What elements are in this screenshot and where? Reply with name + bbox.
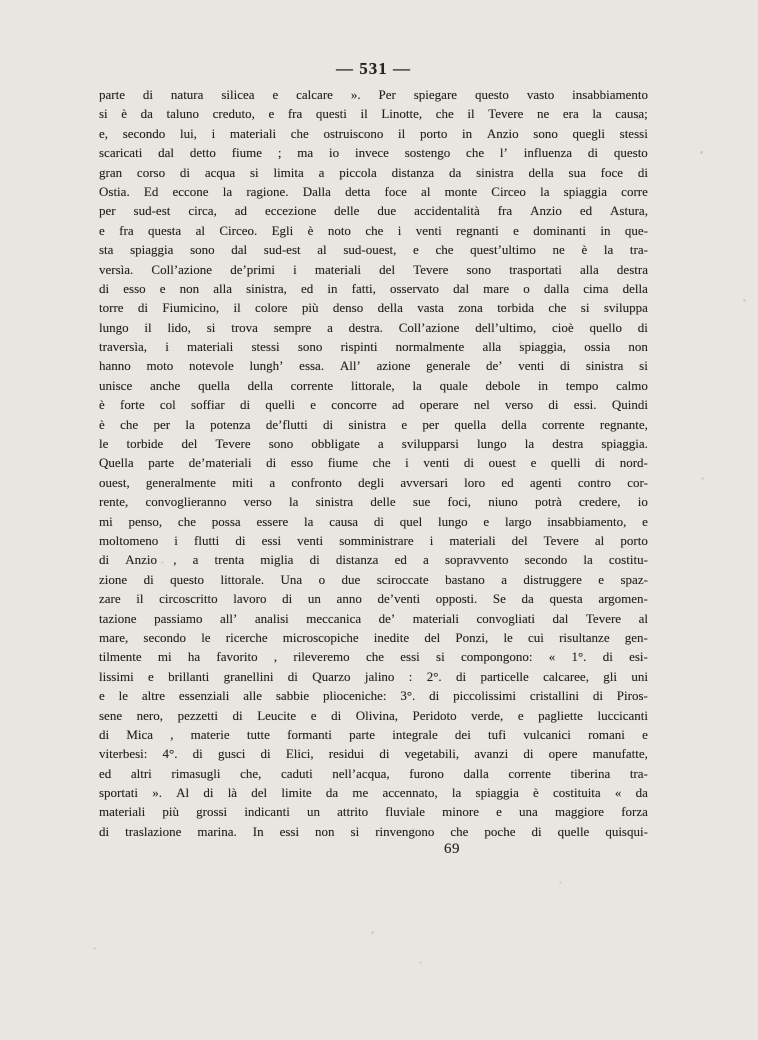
text-line: sene nero, pezzetti di Leucite e di Olivina, Peridoto verde, e pagliette luccicanti bbox=[99, 707, 648, 723]
text-line: hanno moto notevole lungh’ essa. All’ azione generale de’ venti di sinistra si bbox=[99, 358, 648, 374]
text-line: tazione passiamo all’ analisi meccanica de’ materiali convogliati dal Tevere al bbox=[99, 610, 648, 626]
text-line: è forte col soffiar di quelli e concorre ad operare nel verso di essi. Quindi bbox=[99, 397, 648, 413]
text-line: versìa. Coll’azione de’primi i materiali del Tevere sono trasportati alla destra bbox=[99, 261, 648, 277]
text-line: di Mica , materie tutte formanti parte integrale dei tufi vulcanici romani e bbox=[99, 726, 648, 742]
text-line: per sud-est circa, ad eccezione delle due accidentalità fra Anzio ed Astura, bbox=[99, 203, 648, 219]
text-line: lungo il lido, si trova sempre a destra. Coll’azione dell’ultimo, cioè quello di bbox=[99, 319, 648, 335]
text-line: Ostia. Ed eccone la ragione. Dalla detta foce al monte Circeo la spiaggia corre bbox=[99, 183, 648, 199]
text-line: gran corso di acqua si limita a piccola distanza da sinistra della sua foce di bbox=[99, 164, 648, 180]
text-line: unisce anche quella della corrente littorale, la quale debole in tempo calmo bbox=[99, 377, 648, 393]
text-line: rente, convoglieranno verso la sinistra delle sue foci, niuno potrà credere, io bbox=[99, 494, 648, 510]
scan-speckles bbox=[0, 0, 1, 1]
text-line: di traslazione marina. In essi non si rinvengono che poche di quelle quisqui- bbox=[99, 823, 648, 839]
text-line: sta spiaggia sono dal sud-est al sud-ouest, e che quest’ultimo ne è la tra- bbox=[99, 242, 648, 258]
signature-number: 69 bbox=[444, 841, 460, 857]
body-text bbox=[99, 85, 648, 841]
text-line: e le altre essenziali alle sabbie plioceniche: 3°. di piccolissimi cristallini di Piros- bbox=[99, 688, 648, 704]
text-line: zione di questo littorale. Una o due sciroccate bastano a distruggere e spaz- bbox=[99, 571, 648, 587]
text-line: Quella parte de’materiali di esso fiume che i venti di ouest e quelli di nord- bbox=[99, 455, 648, 471]
text-line: di Anzio , a trenta miglia di distanza ed a sopravvento secondo la costitu- bbox=[99, 552, 648, 568]
text-line: materiali più grossi indicanti un attrito fluviale minore e una maggiore forza bbox=[99, 804, 648, 820]
text-line: scaricati dal detto fiume ; ma io invece sostengo che l’ influenza di questo bbox=[99, 145, 648, 161]
text-line: è che per la potenza de’flutti di sinistra e per quella della corrente regnante, bbox=[99, 416, 648, 432]
text-line: lissimi e brillanti granellini di Quarzo jalino : 2°. di particelle calcaree, gli uni bbox=[99, 668, 648, 684]
text-line: e, secondo lui, i materiali che ostruiscono il porto in Anzio sono quegli stessi bbox=[99, 125, 648, 141]
text-line: tilmente mi ha favorito , rileveremo che essi si compongono: « 1°. di esi- bbox=[99, 649, 648, 665]
text-line: traversìa, i materiali stessi sono rispinti normalmente alla spiaggia, ossia non bbox=[99, 339, 648, 355]
text-line: viterbesi: 4°. di gusci di Elici, residui di vegetabili, avanzi di opere manufatte, bbox=[99, 746, 648, 762]
text-line: sportati ». Al di là del limite da me accennato, la spiaggia è costituita « da bbox=[99, 785, 648, 801]
text-line: torre di Fiumicino, il colore più denso della vasta zona torbida che si sviluppa bbox=[99, 300, 648, 316]
text-line: e fra questa al Circeo. Egli è noto che i venti regnanti e dominanti in que- bbox=[99, 222, 648, 238]
page-number-header: — 531 — bbox=[336, 59, 411, 78]
text-line: ouest, generalmente miti a confronto degli avversari loro ed agenti contro cor- bbox=[99, 474, 648, 490]
text-line: si è da taluno creduto, e fra questi il Linotte, che il Tevere ne era la causa; bbox=[99, 106, 648, 122]
text-line: ed altri rimasugli che, caduti nell’acqua, furono dalla corrente tiberina tra- bbox=[99, 765, 648, 781]
text-line: mi penso, che possa essere la causa di quel lungo e largo insabbiamento, e bbox=[99, 513, 648, 529]
text-line: zare il circoscritto lavoro di un anno de’venti opposti. Se da questa argomen- bbox=[99, 591, 648, 607]
text-line: parte di natura silicea e calcare ». Per spiegare questo vasto insabbiamento bbox=[99, 87, 648, 102]
text-line: moltomeno i flutti di essi venti somministrare i materiali del Tevere al porto bbox=[99, 532, 648, 548]
text-line: di esso e non alla sinistra, ed in fatti, osservato dal mare o dalla cima della bbox=[99, 280, 648, 296]
text-line: le torbide del Tevere sono obbligate a svilupparsi lungo la destra spiaggia. bbox=[99, 436, 648, 452]
text-line: mare, secondo le ricerche microscopiche inedite del Ponzi, le cui risultanze gen- bbox=[99, 629, 648, 645]
